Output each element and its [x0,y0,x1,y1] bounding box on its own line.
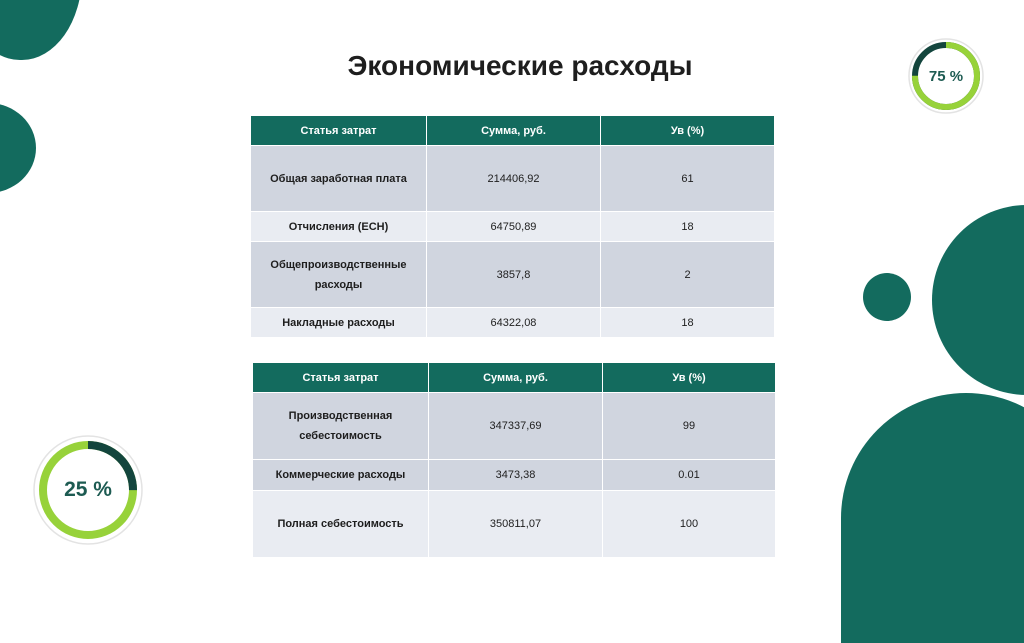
cell-cost-item: Общепроизводственные расходы [251,242,427,308]
cell-amount: 347337,69 [429,393,603,460]
header-share: Ув (%) [603,363,776,393]
decor-circle-left [0,103,36,193]
header-amount: Сумма, руб. [427,116,601,146]
cell-cost-item: Накладные расходы [251,308,427,338]
cell-amount: 64322,08 [427,308,601,338]
cell-share: 61 [601,146,775,212]
table-header-row [253,363,776,393]
cell-cost-item: Отчисления (ЕСН) [251,212,427,242]
cell-share: 18 [601,308,775,338]
header-cost-item: Статья затрат [253,363,429,393]
cell-share: 99 [603,393,776,460]
table-row [253,491,776,558]
table-row [251,146,775,212]
decor-circle-small-right [863,273,911,321]
progress-gauge-25 [32,434,144,546]
decor-circle-large-right [932,205,1024,395]
page-title: Экономические расходы [347,50,693,81]
cell-amount: 3857,8 [427,242,601,308]
cell-amount: 64750,89 [427,212,601,242]
cost-table-2 [252,362,776,558]
gauge-label: 75 % [928,67,964,85]
table-row [253,393,776,460]
cell-share: 0.01 [603,460,776,491]
cell-cost-item: Коммерческие расходы [253,460,429,491]
progress-gauge-75 [906,36,986,116]
table-row [251,242,775,308]
table-row [251,308,775,338]
cell-amount: 3473,38 [429,460,603,491]
table-header-row [251,116,775,146]
header-amount: Сумма, руб. [429,363,603,393]
header-share: Ув (%) [601,116,775,146]
decor-circle-bottom-right [841,393,1024,643]
cost-table-1 [250,115,775,338]
table-row [251,212,775,242]
header-cost-item: Статья затрат [251,116,427,146]
cell-share: 2 [601,242,775,308]
cell-share: 100 [603,491,776,558]
cell-cost-item: Общая заработная плата [251,146,427,212]
gauge-label: 25 % [64,478,112,501]
cell-amount: 214406,92 [427,146,601,212]
cell-cost-item: Полная себестоимость [253,491,429,558]
cell-amount: 350811,07 [429,491,603,558]
table-row [253,460,776,491]
cell-share: 18 [601,212,775,242]
cell-cost-item: Производственная себестоимость [253,393,429,460]
